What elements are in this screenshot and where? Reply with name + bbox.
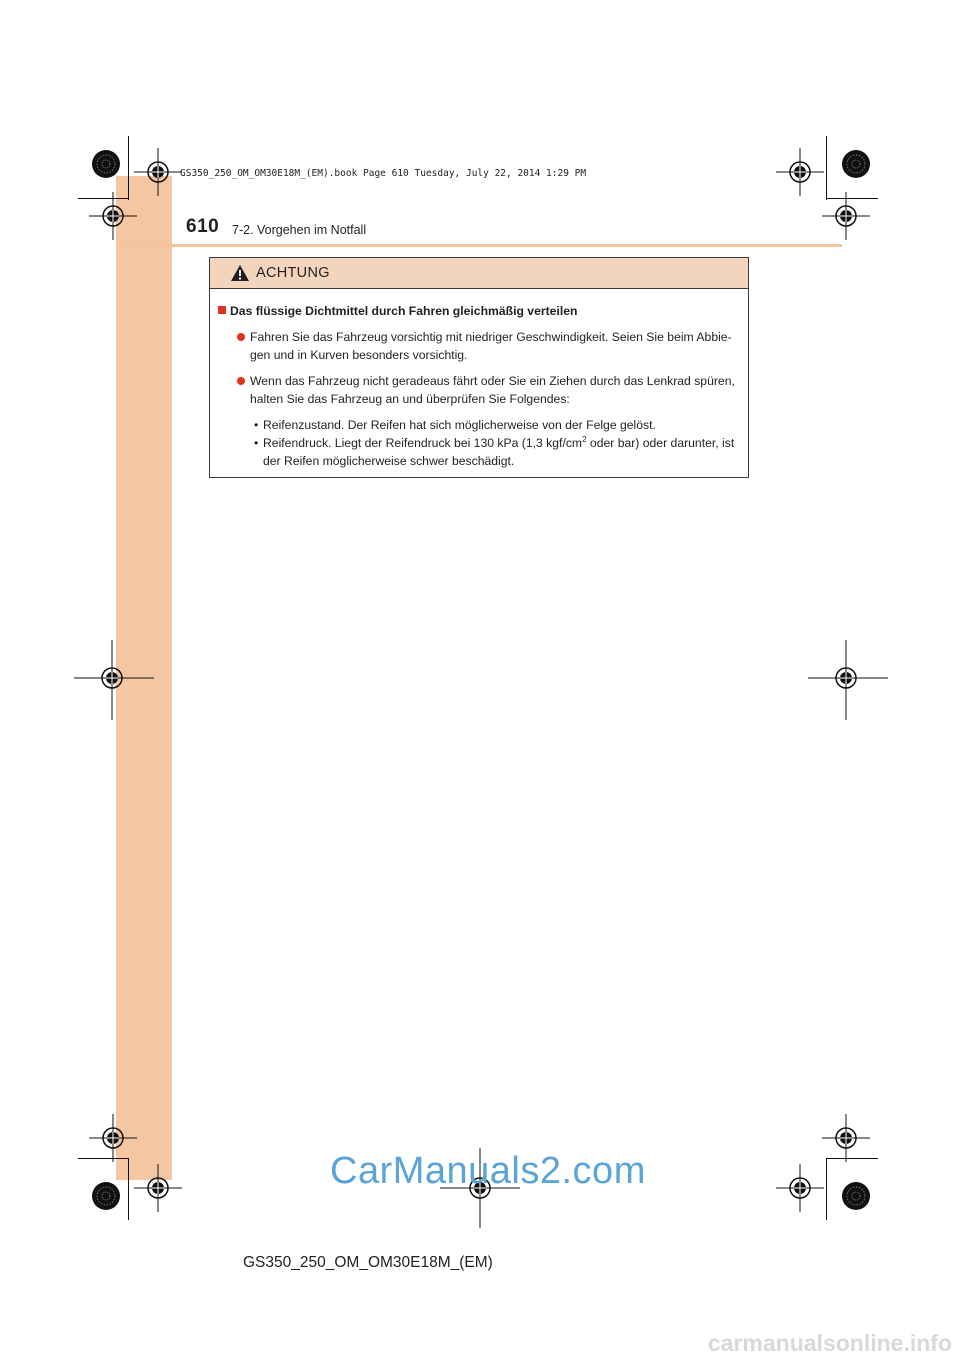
bottom-site-watermark: carmanualsonline.info [707, 1330, 952, 1356]
registration-mark-icon [134, 1164, 182, 1212]
header-rule [118, 244, 842, 247]
watermark: CarManuals2.com [330, 1150, 646, 1192]
corner-starburst-icon [840, 1180, 872, 1212]
corner-starburst-icon [90, 1180, 122, 1212]
sub-text-part: Reifendruck. Liegt der Reifendruck bei 130 kPa (1,3 kgf/cm [263, 436, 583, 450]
sub-list-item [218, 416, 742, 434]
warning-heading [218, 302, 742, 320]
round-bullet-icon [237, 333, 245, 341]
registration-mark-icon [776, 1164, 824, 1212]
warning-triangle-icon [230, 264, 250, 282]
list-item [218, 372, 742, 408]
superscript: 2 [582, 434, 587, 444]
square-bullet-icon [218, 306, 226, 314]
crop-mark-icon [826, 1158, 827, 1220]
crop-mark-icon [826, 136, 827, 200]
registration-mark-icon [822, 192, 870, 240]
corner-starburst-icon [90, 148, 122, 180]
registration-mark-icon [89, 192, 137, 240]
page-number: 610 [186, 216, 220, 237]
registration-mark-icon [776, 148, 824, 196]
warning-box [209, 257, 749, 478]
sub-list-item [218, 434, 742, 470]
warning-header [210, 258, 748, 289]
registration-mark-icon [808, 640, 888, 720]
footer-code: GS350_250_OM_OM30E18M_(EM) [243, 1254, 493, 1271]
section-title: 7-2. Vorgehen im Notfall [232, 223, 367, 237]
sub-bullet-marker: • [254, 436, 259, 450]
sub-text-part: oder bar) oder darunter, ist der Reifen möglicherweise schwer beschädigt. [263, 436, 735, 468]
crop-mark-icon [128, 136, 129, 200]
registration-mark-icon [74, 640, 154, 720]
registration-mark-icon [822, 1114, 870, 1162]
warning-title: ACHTUNG [256, 265, 330, 281]
round-bullet-icon [237, 377, 245, 385]
corner-starburst-icon [840, 148, 872, 180]
crop-mark-icon [128, 1158, 129, 1220]
warning-heading-text: Das flüssige Dichtmittel durch Fahren gleichmäßig verteilen [230, 304, 578, 318]
registration-mark-icon [134, 148, 182, 196]
book-file-info: GS350_250_OM_OM30E18M_(EM).book Page 610 Tuesday, July 22, 2014 1:29 PM [180, 168, 587, 179]
sub-list-item-text: Reifenzustand. Der Reifen hat sich möglicherweise von der Felge gelöst. [263, 418, 656, 432]
list-item-text: Wenn das Fahrzeug nicht geradeaus fährt oder Sie ein Ziehen durch das Lenkrad spüren, halten Sie das Fahrzeug an und überprüfen Sie Folgendes: [250, 374, 735, 406]
sub-list-item-text [263, 436, 734, 468]
registration-mark-icon [89, 1114, 137, 1162]
list-item [218, 328, 742, 364]
sub-bullet-marker: • [254, 418, 259, 432]
list-item-text: Fahren Sie das Fahrzeug vorsichtig mit niedriger Geschwindigkeit. Seien Sie beim Abbie-gen und in Kurven besonders vorsichtig. [250, 330, 732, 362]
warning-body [210, 289, 748, 470]
